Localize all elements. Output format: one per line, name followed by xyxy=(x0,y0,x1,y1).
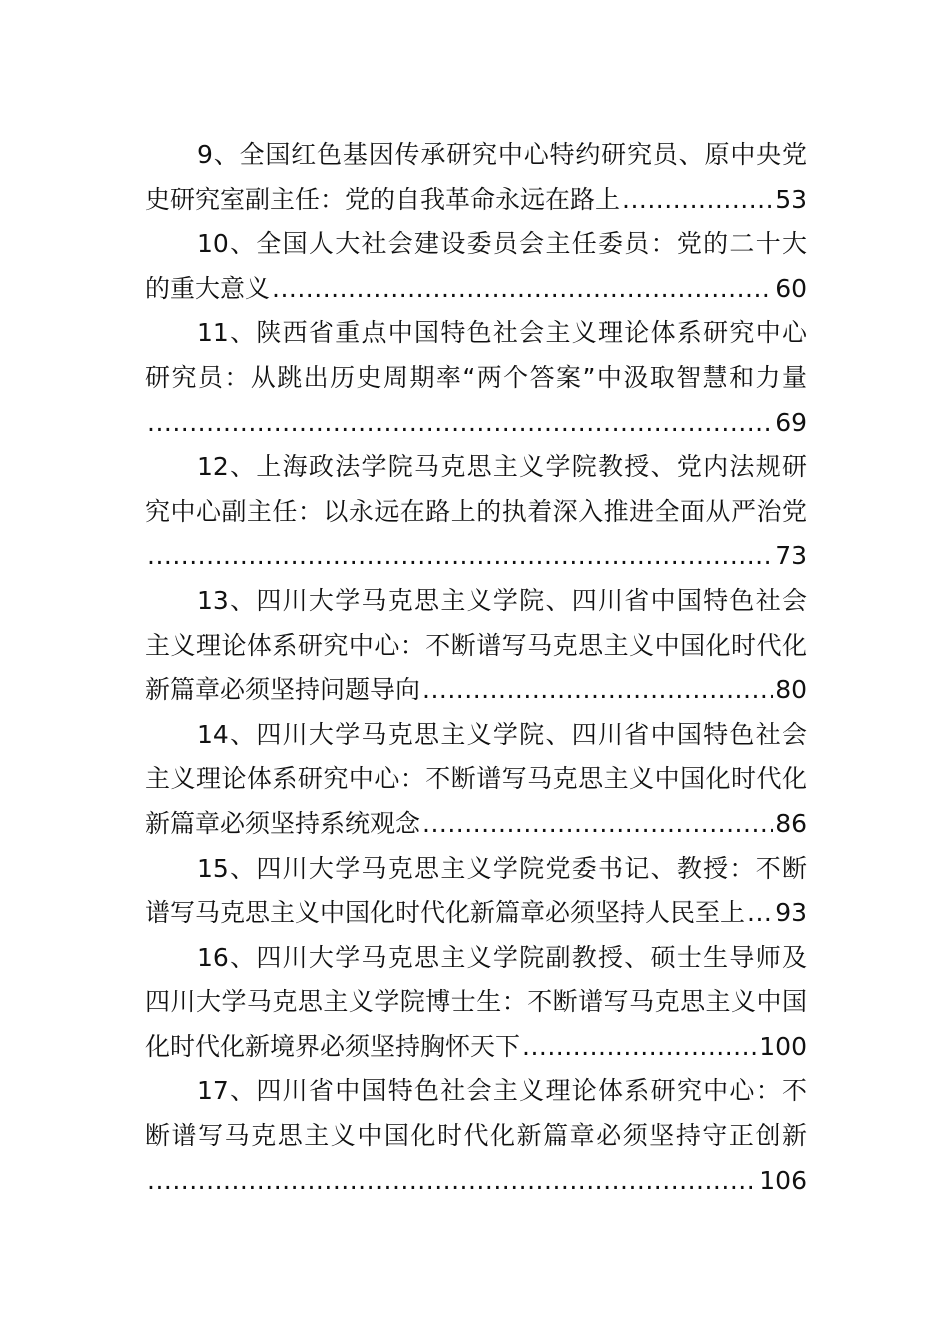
toc-entry-line: 13、四川大学马克思主义学院、四川省中国特色社会 xyxy=(197,585,807,615)
toc-entry[interactable] xyxy=(145,222,807,311)
toc-entry-line: 15、四川大学马克思主义学院党委书记、教授：不断 xyxy=(197,853,807,883)
toc-entry[interactable] xyxy=(145,579,807,713)
dot-leader xyxy=(147,1159,757,1204)
dot-leader xyxy=(147,534,773,579)
toc-entry[interactable] xyxy=(145,847,807,936)
toc-entry-line: 14、四川大学马克思主义学院、四川省中国特色社会 xyxy=(197,719,807,749)
toc-entry-line: 四川大学马克思主义学院博士生：不断谱写马克思主义中国 xyxy=(145,987,807,1017)
toc-entry[interactable] xyxy=(145,311,807,445)
toc-entry-last-line xyxy=(145,534,807,579)
dot-leader xyxy=(522,1025,757,1070)
page-number: 60 xyxy=(775,273,807,303)
toc-entry-title-end: 新篇章必须坚持问题导向 xyxy=(145,675,421,705)
page-number: 53 xyxy=(775,184,807,214)
toc-entry-title-end: 的重大意义 xyxy=(145,273,271,303)
dot-leader xyxy=(272,267,773,312)
toc-entry-line: 主义理论体系研究中心：不断谱写马克思主义中国化时代化 xyxy=(145,630,807,660)
table-of-contents xyxy=(145,133,807,1203)
toc-entry-line: 11、陕西省重点中国特色社会主义理论体系研究中心 xyxy=(197,318,807,348)
toc-entry-last-line xyxy=(145,1025,807,1070)
dot-leader xyxy=(747,891,773,936)
toc-entry-last-line xyxy=(145,178,807,223)
toc-entry-line: 9、全国红色基因传承研究中心特约研究员、原中央党 xyxy=(197,140,807,169)
toc-entry[interactable] xyxy=(145,1069,807,1203)
toc-entry-title-end: 史研究室副主任：党的自我革命永远在路上 xyxy=(145,184,621,214)
toc-entry-line: 究中心副主任：以永远在路上的执着深入推进全面从严治党 xyxy=(145,496,807,526)
page-number: 73 xyxy=(775,541,807,571)
toc-entry-last-line xyxy=(145,802,807,847)
page-number: 86 xyxy=(775,808,807,838)
toc-entry-title-end: 化时代化新境界必须坚持胸怀天下 xyxy=(145,1031,521,1061)
page-number: 100 xyxy=(759,1031,807,1061)
dot-leader xyxy=(147,401,773,446)
toc-entry[interactable] xyxy=(145,713,807,847)
page-number: 93 xyxy=(775,898,807,928)
toc-entry-last-line xyxy=(145,891,807,936)
toc-entry[interactable] xyxy=(145,445,807,579)
toc-entry[interactable] xyxy=(145,133,807,222)
toc-entry-title-end: 谱写马克思主义中国化时代化新篇章必须坚持人民至上 xyxy=(145,898,746,928)
toc-entry-last-line xyxy=(145,1159,807,1204)
page-number: 69 xyxy=(775,407,807,437)
page-number: 106 xyxy=(759,1165,807,1195)
dot-leader xyxy=(422,802,773,847)
toc-entry-line: 12、上海政法学院马克思主义学院教授、党内法规研 xyxy=(197,452,807,482)
toc-entry-last-line xyxy=(145,668,807,713)
toc-entry-line: 主义理论体系研究中心：不断谱写马克思主义中国化时代化 xyxy=(145,764,807,794)
toc-entry-line: 断谱写马克思主义中国化时代化新篇章必须坚持守正创新 xyxy=(145,1121,807,1151)
dot-leader xyxy=(422,668,773,713)
toc-entry[interactable] xyxy=(145,936,807,1070)
toc-entry-line: 10、全国人大社会建设委员会主任委员：党的二十大 xyxy=(197,229,807,259)
toc-entry-last-line xyxy=(145,267,807,312)
dot-leader xyxy=(622,178,773,223)
toc-entry-line: 研究员：从跳出历史周期率“两个答案”中汲取智慧和力量 xyxy=(145,362,807,392)
toc-entry-last-line xyxy=(145,401,807,446)
toc-entry-title-end: 新篇章必须坚持系统观念 xyxy=(145,808,421,838)
toc-entry-line: 16、四川大学马克思主义学院副教授、硕士生导师及 xyxy=(197,942,807,972)
page-number: 80 xyxy=(775,675,807,705)
toc-entry-line: 17、四川省中国特色社会主义理论体系研究中心：不 xyxy=(197,1076,807,1106)
